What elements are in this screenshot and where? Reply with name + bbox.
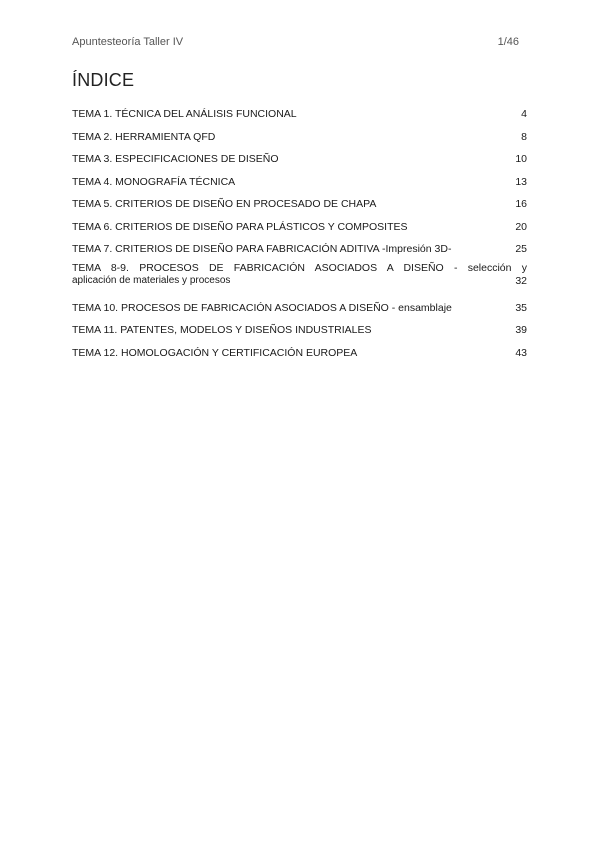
- toc-entry-label: TEMA 10. PROCESOS DE FABRICACIÓN ASOCIADOS A DISEÑO - ensamblaje: [72, 301, 452, 314]
- toc-entry-tema-8-9[interactable]: [72, 261, 527, 297]
- toc-entry-page: 20: [515, 220, 527, 233]
- toc-entry-label: TEMA 11. PATENTES, MODELOS Y DISEÑOS INDUSTRIALES: [72, 324, 372, 337]
- toc-entry-page: 13: [515, 175, 527, 188]
- toc-entry-label: TEMA 2. HERRAMIENTA QFD: [72, 130, 216, 143]
- toc-entry-label: TEMA 4. MONOGRAFÍA TÉCNICA: [72, 175, 236, 188]
- toc-entry-tema-2[interactable]: [72, 126, 527, 149]
- toc-entry-label: TEMA 8-9. PROCESOS DE FABRICACIÓN ASOCIADOS A DISEÑO - selección y: [72, 261, 527, 274]
- toc-entry-page: 39: [515, 324, 527, 337]
- index-heading: ÍNDICE: [72, 70, 135, 90]
- toc-entry-page: 43: [515, 346, 527, 359]
- table-of-contents: [72, 103, 527, 364]
- toc-entry-tema-1[interactable]: [72, 103, 527, 126]
- toc-entry-page: 10: [515, 153, 527, 166]
- toc-entry-tema-10[interactable]: [72, 297, 527, 320]
- toc-entry-label-continued: aplicación de materiales y procesos: [72, 274, 231, 286]
- page-number: 1/46: [497, 36, 519, 48]
- toc-entry-label: TEMA 6. CRITERIOS DE DISEÑO PARA PLÁSTICOS Y COMPOSITES: [72, 220, 408, 233]
- toc-entry-page: 16: [515, 198, 527, 211]
- toc-entry-tema-4[interactable]: [72, 171, 527, 194]
- toc-entry-tema-5[interactable]: [72, 193, 527, 216]
- toc-entry-page: 25: [515, 243, 527, 256]
- document-title: Apuntesteoría Taller IV: [72, 36, 184, 48]
- toc-entry-page: 32: [515, 274, 527, 287]
- toc-entry-label: TEMA 1. TÉCNICA DEL ANÁLISIS FUNCIONAL: [72, 108, 297, 121]
- toc-entry-tema-7[interactable]: [72, 238, 527, 261]
- toc-entry-label: TEMA 5. CRITERIOS DE DISEÑO EN PROCESADO DE CHAPA: [72, 198, 377, 211]
- toc-entry-label: TEMA 7. CRITERIOS DE DISEÑO PARA FABRICACIÓN ADITIVA -Impresión 3D-: [72, 243, 452, 256]
- toc-entry-tema-11[interactable]: [72, 319, 527, 342]
- toc-entry-page: 4: [521, 108, 527, 121]
- toc-entry-tema-6[interactable]: [72, 216, 527, 239]
- toc-entry-page: 8: [521, 130, 527, 143]
- toc-entry-tema-3[interactable]: [72, 148, 527, 171]
- page-header: [72, 36, 519, 48]
- toc-entry-tema-12[interactable]: [72, 342, 527, 365]
- toc-entry-label: TEMA 3. ESPECIFICACIONES DE DISEÑO: [72, 153, 279, 166]
- toc-entry-page: 35: [515, 301, 527, 314]
- toc-entry-label: TEMA 12. HOMOLOGACIÓN Y CERTIFICACIÓN EUROPEA: [72, 346, 358, 359]
